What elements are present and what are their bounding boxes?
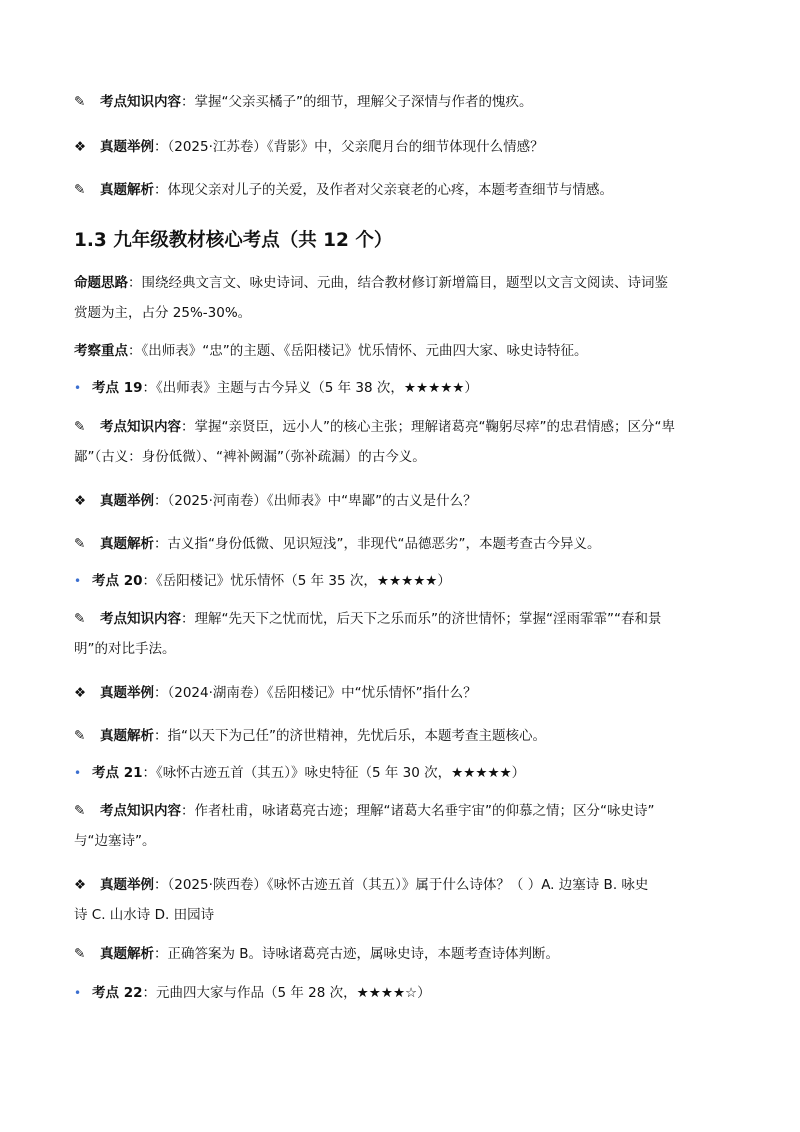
knowledge-text-1: ：理解“先天下之忧而忧，后天下之乐而乐”的济世情怀；掌握“淫雨霏霏”“春和景 [181,611,662,627]
example-text-1: ：（2025·陕西卷）《咏怀古迹五首（其五）》属于什么诗体？（ ）A. 边塞诗 B. 咏史 [154,877,649,893]
knowledge-label: 考点知识内容 [100,419,181,435]
analysis-label: 真题解析 [100,536,154,552]
focus-text: ：《出师表》“忠”的主题、《岳阳楼记》忧乐情怀、元曲四大家、咏史诗特征。 [128,343,588,359]
diamond-icon: ❖ [74,139,87,155]
analysis-label: 真题解析 [100,946,154,962]
example-label: 真题举例 [100,493,154,509]
analysis-line [74,727,546,745]
point-text: ：元曲四大家与作品（5 年 28 次，★★★★☆） [142,985,431,1001]
point-heading [74,764,525,782]
section-title: 1.3 九年级教材核心考点（共 12 个） [74,230,393,251]
diamond-icon: ❖ [74,493,87,509]
point-text: ：《出师表》主题与古今异义（5 年 38 次，★★★★★） [142,380,478,396]
point-heading [74,379,478,397]
knowledge-line-2 [74,640,176,658]
point-heading [74,984,431,1002]
knowledge-line-2 [74,832,156,850]
diamond-icon: ❖ [74,685,87,701]
point-text: ：《岳阳楼记》忧乐情怀（5 年 35 次，★★★★★） [142,573,451,589]
thinking-line-2 [74,304,251,322]
pencil-icon: ✎ [74,803,86,819]
knowledge-text-2: 与“边塞诗”。 [74,833,156,849]
analysis-text: ：古义指“身份低微、见识短浅”，非现代“品德恶劣”，本题考查古今异义。 [154,536,601,552]
analysis-line [74,181,613,199]
example-text-1: ：（2024·湖南卷）《岳阳楼记》中“忧乐情怀”指什么？ [154,685,477,701]
thinking-text-2: 赏题为主，占分 25%-30%。 [74,305,252,321]
pencil-ruler-icon: ✎ [74,946,86,962]
example-line [74,138,544,156]
analysis-text: ：正确答案为 B。诗咏诸葛亮古迹，属咏史诗，本题考查诗体判断。 [154,946,560,962]
knowledge-line-1 [74,610,661,628]
example-label: 真题举例 [100,139,154,155]
example-text-2: 诗 C. 山水诗 D. 田园诗 [74,907,215,923]
analysis-text: ：体现父亲对儿子的关爱，及作者对父亲衰老的心疼，本题考查细节与情感。 [154,182,613,198]
pencil-icon: ✎ [74,94,86,110]
example-text: ：（2025·江苏卷）《背影》中，父亲爬月台的细节体现什么情感？ [154,139,544,155]
thinking-text-1: ：围绕经典文言文、咏史诗词、元曲，结合教材修订新增篇目，题型以文言文阅读、诗词鉴 [128,275,668,291]
bullet-icon: • [74,381,82,395]
example-line [74,684,477,702]
knowledge-text-2: 鄙”（古义：身份低微）、“裨补阙漏”（弥补疏漏）的古今义。 [74,449,426,465]
analysis-line [74,945,559,963]
point-heading [74,572,451,590]
knowledge-text-1: ：作者杜甫，咏诸葛亮古迹；理解“诸葛大名垂宇宙”的仰慕之情；区分“咏史诗” [181,803,655,819]
pencil-ruler-icon: ✎ [74,728,86,744]
point-label: 考点 21 [92,765,143,781]
analysis-label: 真题解析 [100,182,154,198]
thinking-line-1 [74,274,668,292]
example-label: 真题举例 [100,877,154,893]
knowledge-label: 考点知识内容 [100,94,181,110]
example-line-1 [74,876,648,894]
pencil-icon: ✎ [74,611,86,627]
knowledge-text-2: 明”的对比手法。 [74,641,176,657]
point-label: 考点 22 [92,985,143,1001]
knowledge-label: 考点知识内容 [100,803,181,819]
bullet-icon: • [74,574,82,588]
point-label: 考点 20 [92,573,143,589]
analysis-label: 真题解析 [100,728,154,744]
diamond-icon: ❖ [74,877,87,893]
point-text: ：《咏怀古迹五首（其五）》咏史特征（5 年 30 次，★★★★★） [142,765,526,781]
analysis-text: ：指“以天下为己任”的济世精神，先忧后乐，本题考查主题核心。 [154,728,546,744]
knowledge-line-1 [74,418,675,436]
pencil-ruler-icon: ✎ [74,536,86,552]
example-text-1: ：（2025·河南卷）《出师表》中“卑鄙”的古义是什么？ [154,493,477,509]
knowledge-text: ：掌握“父亲买橘子”的细节，理解父子深情与作者的愧疚。 [181,94,533,110]
pencil-ruler-icon: ✎ [74,182,86,198]
focus-label: 考察重点 [74,343,128,359]
bullet-icon: • [74,766,82,780]
point-label: 考点 19 [92,380,143,396]
focus-line [74,342,588,360]
thinking-label: 命题思路 [74,275,128,291]
knowledge-line [74,93,533,111]
knowledge-line-1 [74,802,654,820]
analysis-line [74,535,600,553]
example-line-2 [74,906,214,924]
pencil-icon: ✎ [74,419,86,435]
bullet-icon: • [74,986,82,1000]
knowledge-text-1: ：掌握“亲贤臣，远小人”的核心主张；理解诸葛亮“鞠躬尽瘁”的忠君情感；区分“卑 [181,419,675,435]
example-label: 真题举例 [100,685,154,701]
knowledge-label: 考点知识内容 [100,611,181,627]
example-line [74,492,477,510]
knowledge-line-2 [74,448,426,466]
